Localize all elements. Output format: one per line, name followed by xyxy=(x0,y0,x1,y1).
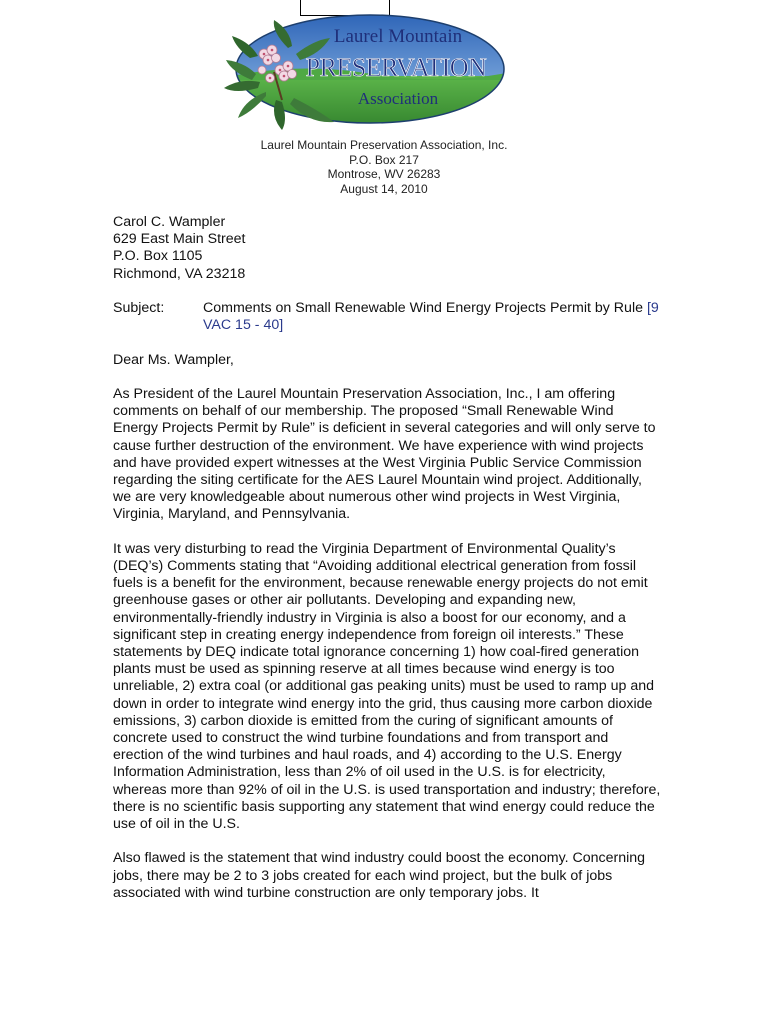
recipient-city: Richmond, VA 23218 xyxy=(113,265,246,282)
salutation: Dear Ms. Wampler, xyxy=(113,351,234,368)
sender-header xyxy=(0,138,768,196)
subject-text xyxy=(203,300,661,334)
recipient-name: Carol C. Wampler xyxy=(113,214,226,230)
subject-citation: [9 VAC 15 - 40] xyxy=(203,300,659,334)
logo-line-2: PRESERVATION xyxy=(305,53,487,82)
recipient-street: 629 East Main Street xyxy=(113,231,246,248)
letter-body xyxy=(113,214,661,902)
letter-date: August 14, 2010 xyxy=(340,181,428,196)
subject-title: Comments on Small Renewable Wind Energy Projects Permit by Rule xyxy=(203,300,643,316)
logo-line-1: Laurel Mountain xyxy=(333,26,463,47)
sender-city: Montrose, WV 26283 xyxy=(327,167,441,181)
recipient-po-box: P.O. Box 1105 xyxy=(113,248,203,265)
subject-label: Subject: xyxy=(113,300,165,316)
sender-po-box: P.O. Box 217 xyxy=(349,152,419,167)
paragraph: Also flawed is the statement that wind industry could boost the economy. Concerning jobs, there may be 2 to 3 jobs created for each wind project, but the bulk of jobs associated with wind turbine construction are only temporary jobs. It xyxy=(113,850,646,901)
logo-line-3: Association xyxy=(357,89,439,108)
sender-org: Laurel Mountain Preservation Association, Inc. xyxy=(260,138,508,152)
organization-logo xyxy=(222,14,508,132)
paragraph: It was very disturbing to read the Virginia Department of Environmental Quality’s (DEQ’s) Comments stating that “Avoiding additional electrical generation from fossil fuels is a benefit for the environment, because renewable energy projects do not emit greenhouse gases or other air pollutants. Developing and expanding new, environmentally-friendly industry in Virginia is also a boost for our economy, and a significant step in creating energy independence from foreign oil interests.” These statements by DEQ indicate total ignorance concerning 1) how coal-fired generation plants must be used as spinning reserve at all times because wind energy is too unreliable, 2) extra coal (or additional gas peaking units) must be used to ramp up and down in order to integrate wind energy into the grid, thus causing more carbon dioxide emissions, 3) carbon dioxide is emitted from the curing of significant amounts of concrete used to construct the wind turbine foundations and from transport and erection of the wind turbines and haul roads, and 4) according to the U.S. Energy Information Administration, less than 2% of oil used in the U.S. is for electricity, whereas more than 92% of oil in the U.S. is used transportation and industry; therefore, there is no scientific basis supporting any statement that wind energy could reduce the use of oil in the U.S. xyxy=(113,540,661,833)
paragraph: As President of the Laurel Mountain Preservation Association, Inc., I am offering comments on behalf of our membership. The proposed “Small Renewable Wind Energy Projects Permit by Rule” is deficient in several categories and will only serve to cause further destruction of the environment. We have experience with wind projects and have provided expert witnesses at the West Virginia Public Service Commission regarding the siting certificate for the AES Laurel Mountain wind project. Additionally, we are very knowledgeable about numerous other wind projects in West Virginia, Virginia, Maryland, and Pennsylvania. xyxy=(113,385,656,523)
subject-line xyxy=(113,300,661,334)
recipient-address xyxy=(113,214,661,283)
